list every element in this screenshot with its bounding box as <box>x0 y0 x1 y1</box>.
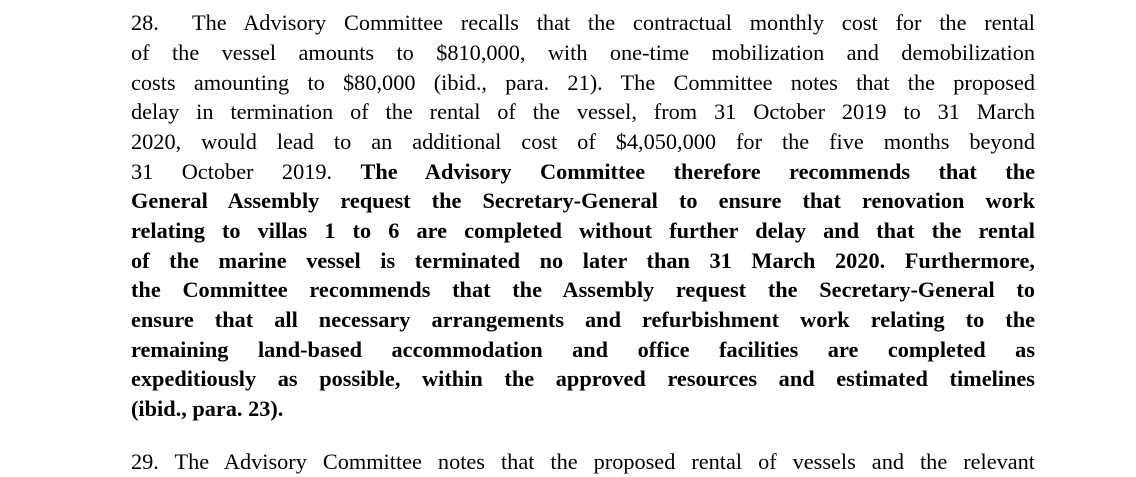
paragraph-line <box>131 157 1035 187</box>
next-paragraph-partial: 29. The Advisory Committee notes that the proposed rental of vessels and the relevant <box>131 449 1035 474</box>
paragraph-line <box>131 364 1035 394</box>
recommendation-text: the Committee recommends that the Assembly request the Secretary-General to <box>131 277 1035 302</box>
paragraph-line <box>131 68 1035 98</box>
recommendation-text: The Advisory Committee therefore recommends that the <box>360 159 1035 184</box>
recommendation-text: relating to villas 1 to 6 are completed without further delay and that the rental <box>131 218 1035 243</box>
paragraph-line <box>131 335 1035 365</box>
line-text: The Advisory Committee recalls that the contractual monthly cost for the rental <box>192 10 1035 35</box>
paragraph-line <box>131 186 1035 216</box>
paragraph-number: 28. <box>131 10 159 35</box>
paragraph-line <box>131 97 1035 127</box>
paragraph-line <box>131 38 1035 68</box>
recommendation-text: expeditiously as possible, within the approved resources and estimated timelines <box>131 366 1035 391</box>
line-text: costs amounting to $80,000 (ibid., para. 21). The Committee notes that the proposed <box>131 70 1035 95</box>
paragraph-line <box>131 394 1035 424</box>
line-text: 2020, would lead to an additional cost of $4,050,000 for the five months beyond <box>131 129 1035 154</box>
paragraph-line <box>131 8 1035 38</box>
line-text: delay in termination of the rental of the vessel, from 31 October 2019 to 31 March <box>131 99 1035 124</box>
line-text: 31 October 2019. <box>131 159 361 184</box>
paragraph-line <box>131 305 1035 335</box>
recommendation-text: of the marine vessel is terminated no later than 31 March 2020. Furthermore, <box>131 248 1035 273</box>
recommendation-text: remaining land-based accommodation and office facilities are completed as <box>131 337 1035 362</box>
paragraph-line <box>131 246 1035 276</box>
line-text: of the vessel amounts to $810,000, with one-time mobilization and demobilization <box>131 40 1035 65</box>
recommendation-text: (ibid., para. 23). <box>131 396 284 421</box>
recommendation-text: General Assembly request the Secretary-General to ensure that renovation work <box>131 188 1035 213</box>
paragraph-line <box>131 216 1035 246</box>
paragraph-line <box>131 275 1035 305</box>
paragraph-line <box>131 127 1035 157</box>
recommendation-text: ensure that all necessary arrangements and refurbishment work relating to the <box>131 307 1035 332</box>
